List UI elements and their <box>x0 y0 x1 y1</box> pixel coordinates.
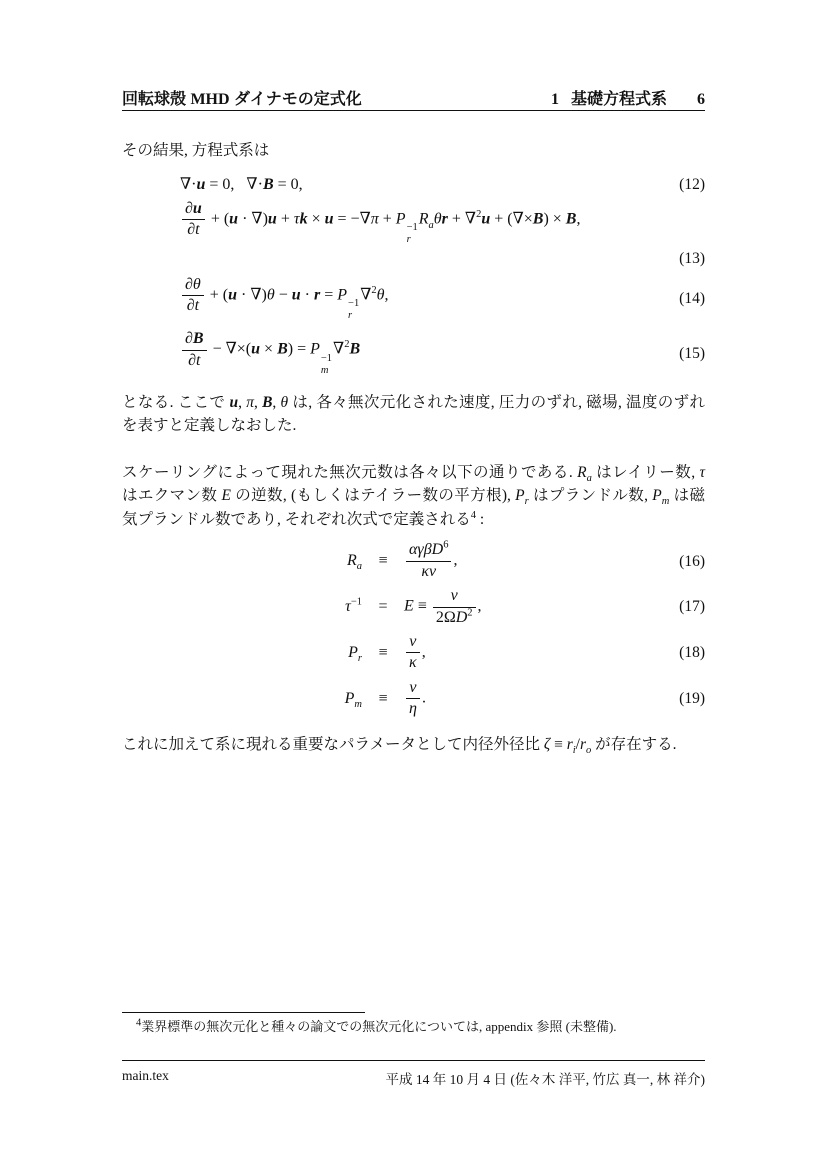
equation-17-lhs: $\tau^{-1}$ <box>345 596 362 616</box>
equation-15-body: $\frac{\partial B}{\partial t}$ − ∇×(u × B) = P −1 m ∇$^2$B <box>180 330 360 377</box>
page-header <box>122 86 705 109</box>
footnote-text: $^4$業界標準の無次元化と種々の論文での無次元化については, appendix 参照 (未整備). <box>136 1017 617 1034</box>
equation-18-number: (18) <box>679 644 705 662</box>
equation-18-relation: ≡ <box>378 643 388 661</box>
section-title: 基礎方程式系 <box>570 91 667 108</box>
equation-13 <box>122 200 705 247</box>
equation-17-relation: = <box>378 598 388 616</box>
equation-16-lhs: $R_a$ <box>346 552 362 573</box>
equation-14 <box>122 276 705 323</box>
footnote-block <box>122 1012 705 1035</box>
equation-18-rhs: $\frac{\nu}{\kappa}$ , <box>404 633 679 673</box>
footer-line <box>122 1068 705 1088</box>
equation-19-rhs: $\frac{\nu}{\eta}$ . <box>404 679 679 719</box>
equation-16-number: (16) <box>679 552 705 570</box>
footnote-rule <box>122 1012 365 1013</box>
equation-12-number: (12) <box>679 175 705 193</box>
page-body <box>122 139 705 756</box>
header-section-group <box>551 86 705 109</box>
paragraph-scaling: スケーリングによって現れた無次元数は各々以下の通りである. $R_a$ はレイリー数, τ はエクマン数 E の逆数, (もしくはテイラー数の平方根), $P_r$ はプランドル数, $P_m$ は磁気プランドル数であり, それぞれ次式で定義される$^4$ : <box>122 463 705 528</box>
footer-filename: main.tex <box>122 1068 169 1083</box>
equation-19-number: (19) <box>679 689 705 707</box>
footer-date-authors: 平成 14 年 10 月 4 日 (佐々木 洋平, 竹広 真一, 林 祥介) <box>385 1072 705 1087</box>
header-rule <box>122 110 705 111</box>
equation-12 <box>122 175 705 195</box>
equation-13-number-row <box>122 249 705 268</box>
running-title: 回転球殻 MHD ダイナモの定式化 <box>122 91 362 108</box>
equation-14-body: $\frac{\partial\theta}{\partial t}$ + (u · ∇)θ − u · r = P −1 r ∇$^2$θ, <box>180 276 388 323</box>
page-footer <box>122 1060 705 1088</box>
section-number: 1 <box>550 91 559 108</box>
equation-17-rhs: E ≡ $\frac{\nu}{2\Omega D^2}$ , <box>404 587 482 626</box>
equation-18 <box>122 633 705 673</box>
equation-18-lhs: $P_r$ <box>348 643 362 665</box>
paragraph-parameters: これに加えて系に現れる重要なパラメータとして内径外径比 $\zeta \equiv r_i/r_o$ が存在する. <box>122 735 677 756</box>
equation-16 <box>122 541 705 581</box>
equation-19-lhs: $P_m$ <box>344 689 362 710</box>
equation-15 <box>122 330 705 377</box>
paragraph-after-equations: となる. ここで u, π, B, θ は, 各々無次元化された速度, 圧力のずれ, 磁場, 温度のずれを表すと定義しなおした. <box>122 393 705 435</box>
equation-17-number: (17) <box>679 598 705 616</box>
footer-rule <box>122 1060 705 1061</box>
paragraph-intro: その結果, 方程式系は <box>122 142 270 159</box>
equation-13-number: (13) <box>679 250 705 268</box>
equation-13-body: $\frac{\partial u}{\partial t}$ + (u · ∇)u + τk × u = −∇π + P −1 r $R_a\theta r + \nabla^2u + (\nabla\times B) \times B$, <box>180 200 580 247</box>
equation-14-number: (14) <box>679 290 705 308</box>
equation-19 <box>122 679 705 719</box>
equation-16-rhs: $\frac{\alpha\gamma\beta D^6}{\kappa\nu}$ , <box>404 541 679 581</box>
equation-16-relation: ≡ <box>378 552 388 570</box>
page-number: 6 <box>697 91 705 108</box>
equation-19-relation: ≡ <box>378 689 388 707</box>
equation-12-body: ∇·u = 0, ∇·B = 0, <box>180 175 303 193</box>
equation-15-number: (15) <box>679 344 705 362</box>
equation-17 <box>122 587 705 627</box>
equation-block-16-19 <box>122 541 705 718</box>
